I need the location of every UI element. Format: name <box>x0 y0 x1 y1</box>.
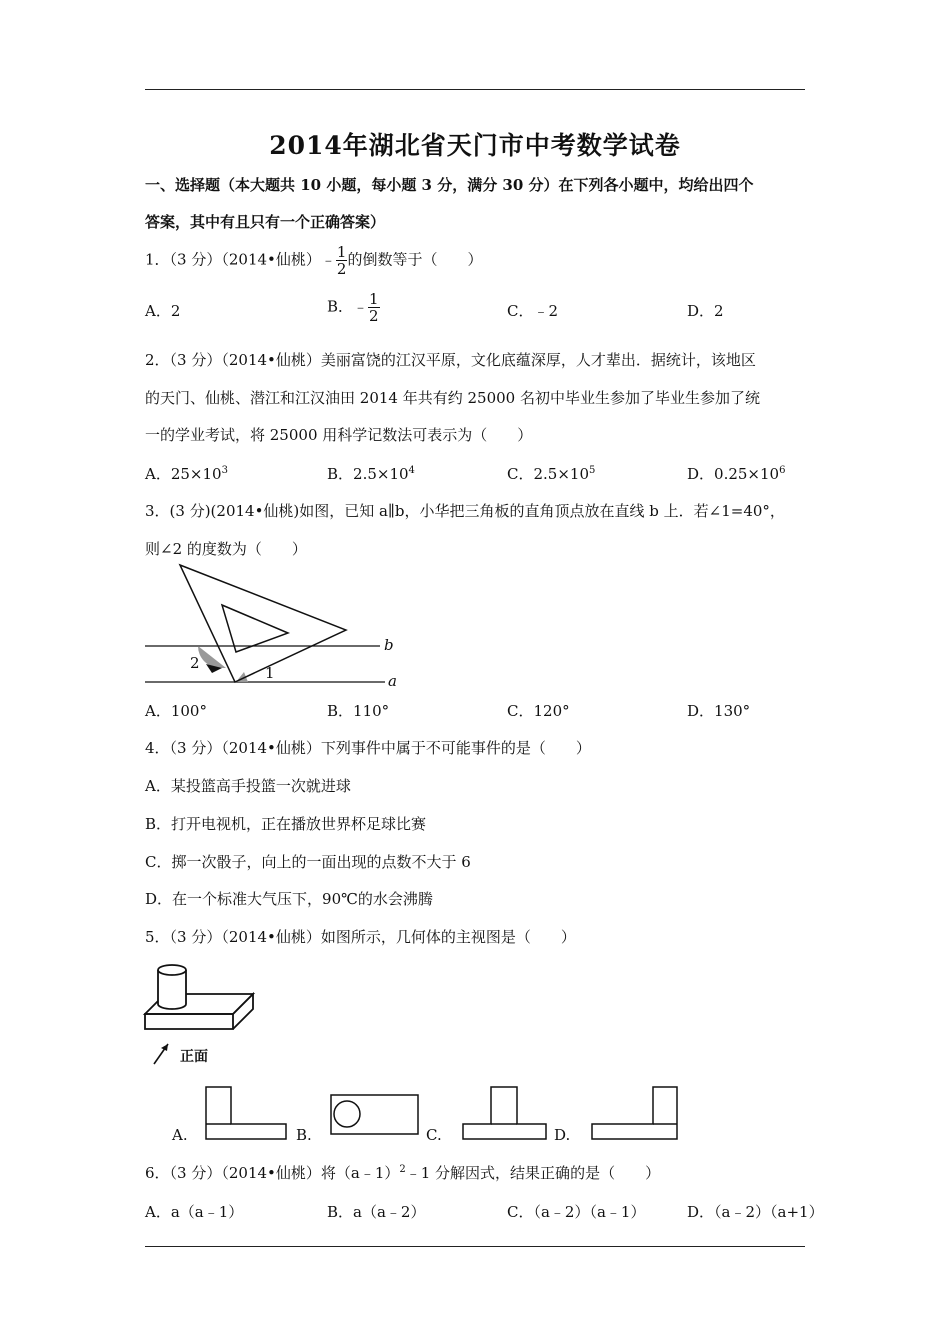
q5-option-d-label: D. <box>554 1126 571 1144</box>
q5-a-outline <box>206 1087 286 1139</box>
cylinder-top <box>158 965 186 975</box>
q2-a-base: A．25×10 <box>145 465 222 483</box>
q6-stem-a: 6．（3 分）（2014•仙桃）将（a﹣1） <box>145 1164 400 1182</box>
front-label: 正面 <box>180 1049 208 1065</box>
label-a: a <box>388 672 397 690</box>
q3-option-b: B．110° <box>327 702 390 720</box>
label-2: 2 <box>190 654 200 672</box>
angle-2-marker <box>198 646 226 668</box>
q2-c-base: C．2.5×10 <box>507 465 589 483</box>
q2-c-exp: 5 <box>589 465 596 476</box>
q1-b-num: 1 <box>369 290 379 308</box>
triangle-outer <box>180 565 346 682</box>
label-1: 1 <box>265 664 275 682</box>
q5-c-outline <box>463 1087 546 1139</box>
q5-option-c-label: C. <box>426 1126 442 1144</box>
q6-option-b: B．a（a﹣2） <box>327 1203 426 1221</box>
page-title: 2014年湖北省天门市中考数学试卷 <box>269 131 681 160</box>
question-3-line2: 则∠2 的度数为（ ） <box>145 540 307 558</box>
q4-option-b: B．打开电视机，正在播放世界杯足球比赛 <box>145 815 427 833</box>
q1-b-den: 2 <box>369 307 379 325</box>
q2-b-exp: 4 <box>408 465 415 476</box>
q6-option-c: C．（a﹣2）（a﹣1） <box>507 1203 646 1221</box>
q6-option-a: A．a（a﹣1） <box>145 1203 244 1221</box>
question-2-line3: 一的学业考试，将 25000 用科学记数法可表示为（ ） <box>145 426 533 444</box>
q1-option-b <box>327 291 380 324</box>
q4-option-d: D．在一个标准大气压下，90℃的水会沸腾 <box>145 890 433 908</box>
question-2-line1: 2．（3 分）（2014•仙桃）美丽富饶的江汉平原，文化底蕴深厚，人才辈出．据统计，该地区 <box>145 351 756 369</box>
q1-option-c: C．﹣2 <box>507 302 559 320</box>
q6-exp: 2 <box>399 1164 406 1175</box>
q3-option-a: A．100° <box>145 702 207 720</box>
q2-a-exp: 3 <box>221 465 228 476</box>
q4-option-a: A．某投篮高手投篮一次就进球 <box>145 777 351 795</box>
q3-option-d: D．130° <box>687 702 751 720</box>
q6-option-d: D．（a﹣2）（a+1） <box>687 1203 824 1221</box>
q5-b-circle <box>334 1101 360 1127</box>
q6-stem-b: ﹣1 分解因式，结果正确的是（ ） <box>405 1164 661 1182</box>
q1-b-fraction <box>368 291 380 324</box>
q5-option-d-shape <box>591 1086 679 1140</box>
q1-frac-num: 1 <box>336 243 347 261</box>
q1-frac-den: 2 <box>336 260 347 278</box>
question-3-line1: 3．(3 分)(2014•仙桃)如图，已知 a∥b，小华把三角板的直角顶点放在直线 b 上．若∠1=40°， <box>145 502 785 520</box>
q5-d-outline <box>592 1087 677 1139</box>
base-front <box>145 1014 233 1029</box>
q2-option-a <box>145 463 228 484</box>
q2-d-exp: 6 <box>779 465 786 476</box>
question-1-stem <box>145 244 482 277</box>
q1-fraction <box>336 244 348 277</box>
top-rule <box>145 89 805 90</box>
triangle-figure <box>140 562 410 692</box>
section-heading: 一、选择题（本大题共 10 小题，每小题 3 分，满分 30 分）在下列各小题中，均给出四个 <box>145 176 754 194</box>
q2-option-b <box>327 463 415 484</box>
bottom-rule <box>145 1246 805 1247</box>
triangle-inner <box>222 605 288 652</box>
q1-option-a: A．2 <box>145 302 181 320</box>
q1-option-d: D．2 <box>687 302 724 320</box>
question-2-line2: 的天门、仙桃、潜江和江汉油田 2014 年共有约 25000 名初中毕业生参加了毕业生参加了统 <box>145 389 760 407</box>
q5-option-c-shape <box>462 1086 548 1140</box>
q3-option-c: C．120° <box>507 702 570 720</box>
section-heading-cont: 答案，其中有且只有一个正确答案） <box>145 213 386 231</box>
q2-option-d <box>687 463 785 484</box>
q5-option-a-shape <box>205 1086 287 1140</box>
base-side <box>233 994 253 1029</box>
q2-option-c <box>507 463 595 484</box>
question-6-stem <box>145 1162 660 1183</box>
q1-suffix: 的倒数等于（ ） <box>347 250 483 269</box>
q4-option-c: C．掷一次骰子，向上的一面出现的点数不大于 6 <box>145 853 471 871</box>
question-4-stem: 4．（3 分）（2014•仙桃）下列事件中属于不可能事件的是（ ） <box>145 739 591 757</box>
question-5-stem: 5．（3 分）（2014•仙桃）如图所示，几何体的主视图是（ ） <box>145 928 576 946</box>
q5-option-b-shape <box>330 1094 420 1136</box>
q1-prefix: 1．（3 分）（2014•仙桃）﹣ <box>145 250 336 269</box>
q1-b-prefix: B．﹣ <box>327 297 369 316</box>
label-b: b <box>384 636 394 654</box>
q5-option-a-label: A. <box>172 1126 188 1144</box>
q5-option-b-label: B. <box>296 1126 312 1144</box>
q2-d-base: D．0.25×10 <box>687 465 780 483</box>
q2-b-base: B．2.5×10 <box>327 465 409 483</box>
